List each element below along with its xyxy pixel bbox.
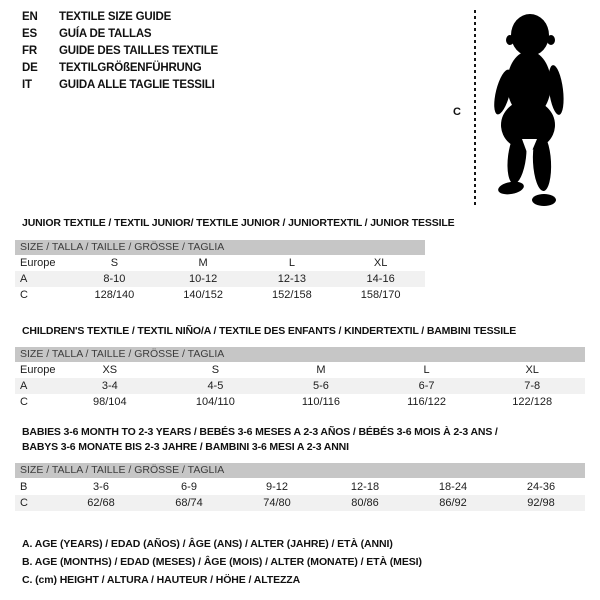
cell: 140/152 xyxy=(183,289,223,301)
column-header: S xyxy=(110,257,119,269)
lang-row-es xyxy=(22,26,218,43)
cell: 68/74 xyxy=(175,497,203,509)
cell: 14-16 xyxy=(366,273,395,285)
cell: 86/92 xyxy=(439,497,467,509)
lang-code: ES xyxy=(22,28,37,40)
cell: 6-7 xyxy=(418,380,435,392)
height-dashed-line xyxy=(474,10,476,207)
childrens-table-title: CHILDREN'S TEXTILE / TEXTIL NIÑO/A / TEXTILE DES ENFANTS / KINDERTEXTIL / BAMBINI TESSILE xyxy=(22,325,517,337)
junior-row-c xyxy=(15,287,425,303)
cell: 116/122 xyxy=(407,396,447,408)
cell: 5-6 xyxy=(313,380,329,392)
cell: 3-6 xyxy=(93,481,109,493)
junior-columns-row xyxy=(15,255,425,271)
lang-text: TEXTILGRÖßENFÜHRUNG xyxy=(59,62,202,74)
lang-code: IT xyxy=(22,79,32,91)
cell: 3-4 xyxy=(101,380,118,392)
cell: 110/116 xyxy=(301,396,341,408)
cell: 7-8 xyxy=(524,380,541,392)
junior-size-table xyxy=(15,255,425,303)
column-header: XS xyxy=(102,364,118,376)
lang-row-en xyxy=(22,9,218,26)
row-label: A xyxy=(20,273,28,285)
lang-row-fr xyxy=(22,43,218,60)
cell: 24-36 xyxy=(526,481,556,493)
row-label: C xyxy=(20,497,28,509)
lang-row-it xyxy=(22,77,218,94)
cell: 80/86 xyxy=(351,497,379,509)
childrens-columns-row xyxy=(15,362,585,378)
cell: 12-18 xyxy=(350,481,380,493)
lang-text: TEXTILE SIZE GUIDE xyxy=(59,11,172,23)
lang-code: EN xyxy=(22,11,38,23)
row-label: C xyxy=(20,396,28,408)
cell: 74/80 xyxy=(263,497,291,509)
cell: 98/104 xyxy=(92,396,127,408)
cell: 4-5 xyxy=(207,380,224,392)
babies-title-line1: BABIES 3-6 MONTH TO 2-3 YEARS / BEBÉS 3-6 MESES A 2-3 AÑOS / BÉBÉS 3-6 MOIS À 2-3 ANS / xyxy=(22,426,498,438)
footnote-b: B. AGE (MONTHS) / EDAD (MESES) / ÂGE (MOIS) / ALTER (MONATE) / ETÀ (MESI) xyxy=(22,556,422,568)
babies-size-header-bar: SIZE / TALLA / TAILLE / GRÖSSE / TAGLIA xyxy=(15,463,585,478)
babies-size-table xyxy=(15,479,585,511)
column-header: Europe xyxy=(20,364,56,376)
column-header: M xyxy=(198,257,208,269)
cell: 104/110 xyxy=(195,396,235,408)
childrens-size-header-bar: SIZE / TALLA / TAILLE / GRÖSSE / TAGLIA xyxy=(15,347,585,362)
lang-text: GUÍA DE TALLAS xyxy=(59,28,152,40)
row-label: B xyxy=(20,481,28,493)
column-header: XL xyxy=(525,364,539,376)
cell: 92/98 xyxy=(527,497,555,509)
lang-row-de xyxy=(22,60,218,77)
column-header: L xyxy=(288,257,295,269)
cell: 8-10 xyxy=(103,273,126,285)
height-measure-label: C xyxy=(453,106,461,118)
cell: 9-12 xyxy=(265,481,289,493)
cell: 6-9 xyxy=(181,481,197,493)
lang-code: FR xyxy=(22,45,37,57)
lang-code: DE xyxy=(22,62,38,74)
junior-table-title: JUNIOR TEXTILE / TEXTIL JUNIOR/ TEXTILE JUNIOR / JUNIORTEXTIL / JUNIOR TESSILE xyxy=(22,217,455,229)
lang-text: GUIDA ALLE TAGLIE TESSILI xyxy=(59,79,215,91)
childrens-size-table xyxy=(15,362,585,410)
cell: 122/128 xyxy=(512,396,553,408)
cell: 158/170 xyxy=(360,289,401,301)
lang-text: GUIDE DES TAILLES TEXTILE xyxy=(59,45,218,57)
cell: 62/68 xyxy=(87,497,115,509)
babies-table-title xyxy=(22,425,498,455)
row-label: A xyxy=(20,380,28,392)
column-header: M xyxy=(316,364,326,376)
footnote-a: A. AGE (YEARS) / EDAD (AÑOS) / ÂGE (ANS) / ALTER (JAHRE) / ETÀ (ANNI) xyxy=(22,538,393,550)
junior-size-header-bar: SIZE / TALLA / TAILLE / GRÖSSE / TAGLIA xyxy=(15,240,425,255)
column-header: XL xyxy=(373,257,388,269)
column-header: L xyxy=(423,364,430,376)
cell: 18-24 xyxy=(438,481,468,493)
childrens-row-c xyxy=(15,394,585,410)
cell: 12-13 xyxy=(277,273,306,285)
cell: 152/158 xyxy=(271,289,312,301)
babies-row-c xyxy=(15,495,585,511)
language-header xyxy=(22,9,218,94)
junior-row-a xyxy=(15,271,425,287)
babies-row-b xyxy=(15,479,585,495)
footnote-c: C. (cm) HEIGHT / ALTURA / HAUTEUR / HÖHE / ALTEZZA xyxy=(22,574,301,586)
cell: 10-12 xyxy=(189,273,218,285)
babies-title-line2: BABYS 3-6 MONATE BIS 2-3 JAHRE / BAMBINI 3-6 MESI A 2-3 ANNI xyxy=(22,441,349,453)
baby-silhouette-icon xyxy=(481,6,573,208)
cell: 128/140 xyxy=(94,289,135,301)
row-label: C xyxy=(20,289,28,301)
column-header: S xyxy=(211,364,220,376)
childrens-row-a xyxy=(15,378,585,394)
column-header: Europe xyxy=(20,257,56,269)
